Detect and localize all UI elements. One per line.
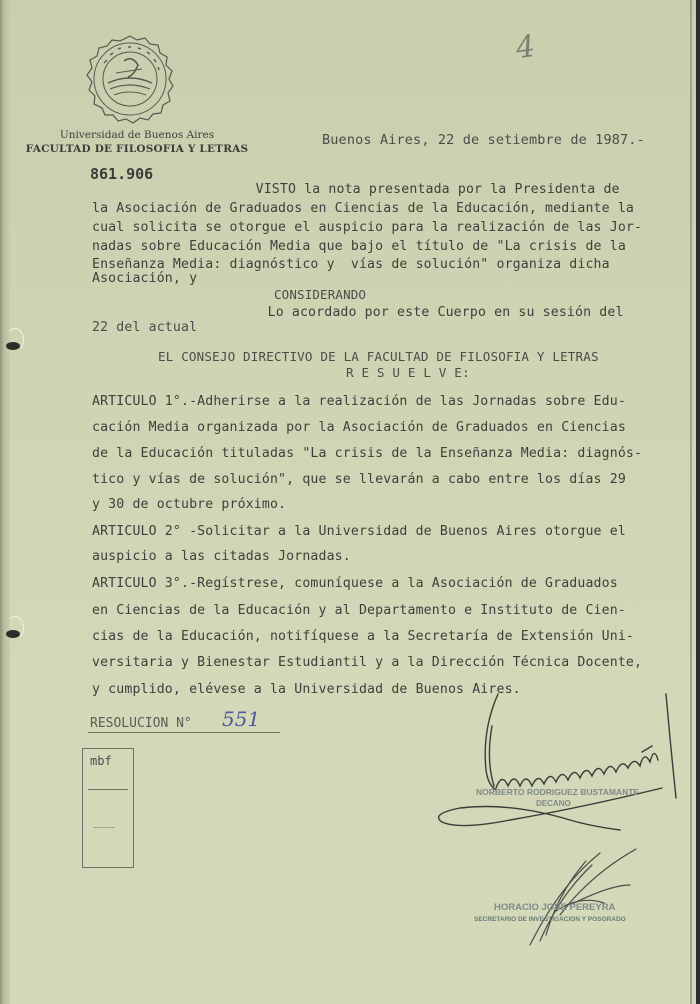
text-line: 22 del actual xyxy=(92,320,198,335)
text-line: ARTICULO 2° -Solicitar a la Universidad de Buenos Aires otorgue el xyxy=(92,524,626,539)
university-seal-icon xyxy=(84,33,176,125)
text-line: cias de la Educación, notifíquese a la Secretaría de Extensión Uni- xyxy=(92,629,634,644)
text-line: auspicio a las citadas Jornadas. xyxy=(92,549,351,564)
text-line: nadas sobre Educación Media que bajo el título de "La crisis de la xyxy=(92,239,626,254)
dean-name-stamp: NORBERTO RODRIGUEZ BUSTAMANTE xyxy=(476,787,640,797)
resolution-label: RESOLUCION N° xyxy=(90,716,192,731)
text-line: ARTICULO 3°.-Regístrese, comuníquese a la Asociación de Graduados xyxy=(92,576,618,591)
page-left-edge xyxy=(0,0,10,1004)
text-line: y 30 de octubre próximo. xyxy=(92,497,287,512)
dean-title-stamp: DECANO xyxy=(536,799,571,808)
page-right-edge xyxy=(690,0,692,1004)
file-number: 861.906 xyxy=(90,165,154,183)
resuelve-heading: R E S U E L V E: xyxy=(346,365,470,380)
handwritten-page-number: 4 xyxy=(513,28,538,67)
dean-signature-icon xyxy=(430,690,700,840)
text-line: versitaria y Bienestar Estudiantil y a la Dirección Técnica Docente, xyxy=(92,655,643,670)
university-name: Universidad de Buenos Aires xyxy=(59,129,215,141)
text-line: de la Educación tituladas "La crisis de la Enseñanza Media: diagnós- xyxy=(92,446,643,461)
text-line: ARTICULO 1°.-Adherirse a la realización de las Jornadas sobre Edu- xyxy=(92,394,626,409)
text-line: tico y vías de solución", que se llevarán a cabo entre los días 29 xyxy=(92,472,626,487)
punch-hole-icon xyxy=(6,630,20,638)
divider xyxy=(93,827,115,828)
divider xyxy=(88,789,128,790)
text-line: VISTO la nota presentada por la Presidenta de xyxy=(110,182,620,197)
text-line: Asociación, y xyxy=(92,271,198,286)
text-line: y cumplido, elévese a la Universidad de Buenos Aires. xyxy=(92,682,521,697)
institution-letterhead xyxy=(22,129,252,156)
council-heading: EL CONSEJO DIRECTIVO DE LA FACULTAD DE FILOSOFIA Y LETRAS xyxy=(158,349,599,364)
place-date: Buenos Aires, 22 de setiembre de 1987.- xyxy=(322,132,645,148)
resolution-number: 551 xyxy=(222,707,261,731)
text-line: Lo acordado por este Cuerpo en su sesión del xyxy=(122,305,624,320)
secretary-title-stamp: SECRETARIO DE INVESTIGACION Y POSGRADO xyxy=(474,916,626,923)
initials-box xyxy=(82,748,134,868)
considerando-heading: CONSIDERANDO xyxy=(274,287,367,302)
text-line: en Ciencias de la Educación y al Departamento e Instituto de Cien- xyxy=(92,603,626,618)
punch-hole-icon xyxy=(6,342,20,350)
text-line: la Asociación de Graduados en Ciencias de la Educación, mediante la xyxy=(92,201,634,216)
text-line: Enseñanza Media: diagnóstico y vías de solución" organiza dicha xyxy=(92,257,610,272)
typist-initials: mbf xyxy=(90,754,112,768)
text-line: cación Media organizada por la Asociación de Graduados en Ciencias xyxy=(92,420,626,435)
text-line: cual solicita se otorgue el auspicio para la realización de las Jor- xyxy=(92,220,643,235)
secretary-name-stamp: HORACIO JOSE PEREYRA xyxy=(494,902,616,913)
resolution-underline xyxy=(88,732,280,733)
secretary-signature-icon xyxy=(500,845,660,955)
faculty-name: FACULTAD DE FILOSOFIA Y LETRAS xyxy=(25,143,249,155)
